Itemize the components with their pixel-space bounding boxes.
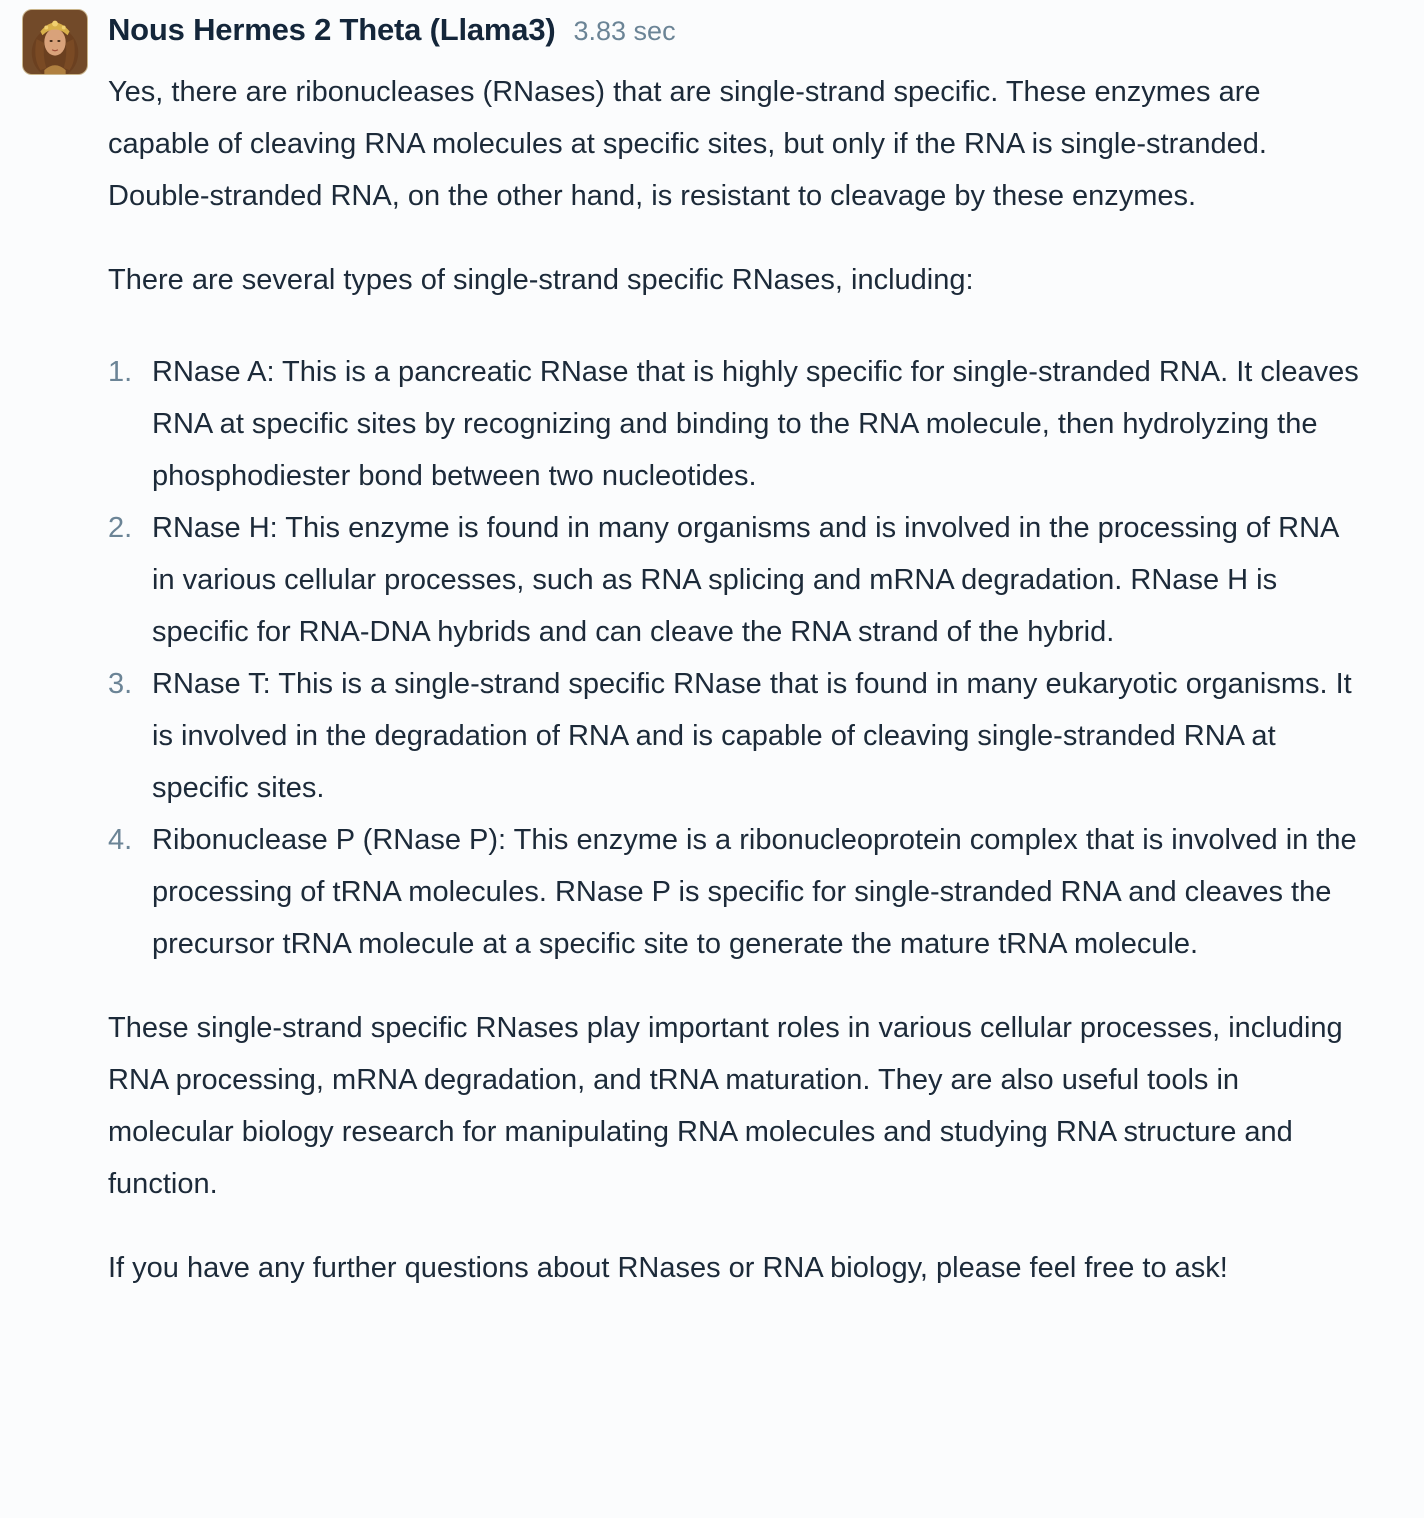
list-item-text: RNase H: This enzyme is found in many organisms and is involved in the processing of RNA in various cellular processes, such as RNA splicing and mRNA degradation. RNase H is specific for RNA-DNA hybrids and can cleave the RNA strand of the hybrid. [152, 512, 1338, 648]
paragraph-types-intro: There are several types of single-strand specific RNases, including: [108, 264, 974, 296]
rnase-list [108, 346, 1368, 970]
model-name: Nous Hermes 2 Theta (Llama3) [108, 12, 556, 47]
list-item-number: 3. [108, 668, 133, 700]
list-item-number: 2. [108, 512, 133, 544]
list-item [108, 502, 1368, 658]
message-content [108, 66, 1368, 1294]
list-item-text: RNase T: This is a single-strand specific RNase that is found in many eukaryotic organisms. It is involved in the degradation of RNA and is capable of cleaving single-stranded RNA at specific sites. [152, 668, 1352, 804]
response-duration: 3.83 sec [573, 16, 676, 46]
paragraph-intro: Yes, there are ribonucleases (RNases) that are single-strand specific. These enzymes are capable of cleaving RNA molecules at specific sites, but only if the RNA is single-stranded. Double-stranded RNA, on the other hand, is resistant to cleavage by these enzymes. [108, 76, 1267, 212]
paragraph-closing: If you have any further questions about RNases or RNA biology, please feel free to ask! [108, 1252, 1228, 1284]
message-header [108, 12, 676, 52]
list-item-text: Ribonuclease P (RNase P): This enzyme is a ribonucleoprotein complex that is involved in the processing of tRNA molecules. RNase P is specific for single-stranded RNA and cleaves the precursor tRNA molecule at a specific site to generate the mature tRNA molecule. [152, 824, 1357, 960]
list-item-number: 4. [108, 824, 133, 856]
list-item-number: 1. [108, 356, 133, 388]
list-item-text: RNase A: This is a pancreatic RNase that is highly specific for single-stranded RNA. It cleaves RNA at specific sites by recognizing and binding to the RNA molecule, then hydrolyzing the phosphodiester bond between two nucleotides. [152, 356, 1359, 492]
avatar-icon [22, 9, 88, 75]
list-item [108, 658, 1368, 814]
list-item [108, 814, 1368, 970]
list-item [108, 346, 1368, 502]
paragraph-summary: These single-strand specific RNases play important roles in various cellular processes, including RNA processing, mRNA degradation, and tRNA maturation. They are also useful tools in molecular biology research for manipulating RNA molecules and studying RNA structure and function. [108, 1012, 1343, 1200]
